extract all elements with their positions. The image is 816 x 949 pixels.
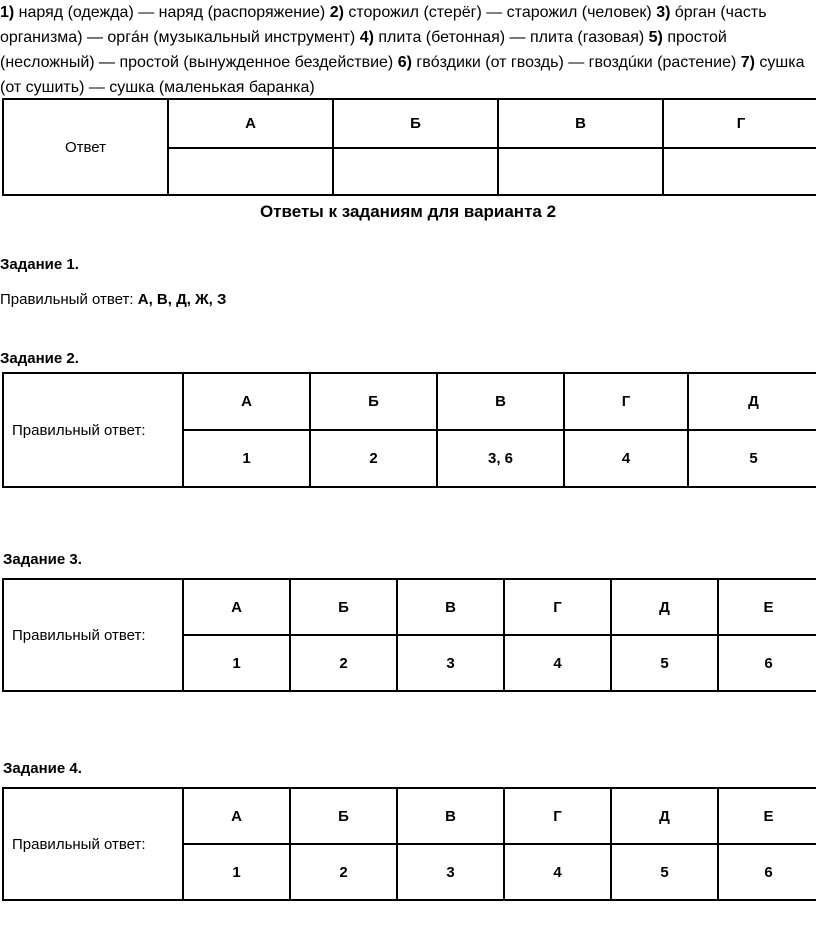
item-number: 4) [359,29,374,46]
column-header: Д [611,579,718,635]
column-header: Б [333,99,498,148]
column-header: Г [663,99,816,148]
answer-label: Правильный ответ: [3,788,183,900]
item-number: 6) [397,54,412,71]
section-heading: Ответы к заданиям для варианта 2 [259,202,557,221]
answer-label: Ответ [3,99,168,195]
task-4-table [2,787,816,901]
column-header: В [397,788,504,844]
column-header: В [437,373,564,430]
column-header: Д [611,788,718,844]
task-2-title: Задание 2. [0,350,79,367]
item-number: 3) [656,4,671,21]
answer-cell: 6 [718,844,816,900]
task-2-table [2,372,816,488]
answer-cell: 5 [611,844,718,900]
column-header: Д [688,373,816,430]
answer-cell: 3, 6 [437,430,564,487]
item-number: 2) [329,4,344,21]
answer-cell: 2 [310,430,437,487]
column-header: А [183,373,310,430]
item-text: плита (бетонная) — плита (газовая) [373,29,649,46]
column-header: Г [564,373,688,430]
item-text: сторожил (стерёг) — старожил (человек) [343,4,657,21]
column-header: Е [718,579,816,635]
item-number: 7) [740,54,755,71]
answer-cell: 6 [718,635,816,691]
item-number: 1) [0,4,15,21]
task-1-answer [0,291,226,308]
item-text: óрган (часть организма) — оргáн (музыкальный инструмент) [0,4,767,46]
answer-cell: 3 [397,635,504,691]
column-header: Г [504,788,611,844]
column-header: Б [290,579,397,635]
task-1-title: Задание 1. [0,256,79,273]
column-header: В [397,579,504,635]
item-text: сушка (от сушить) — сушка (маленькая баранка) [0,54,805,96]
answer-cell[interactable] [333,148,498,195]
column-header: Г [504,579,611,635]
item-number: 5) [648,29,663,46]
answer-cell[interactable] [498,148,663,195]
answer-cell: 5 [688,430,816,487]
column-header: В [498,99,663,148]
answer-cell: 4 [564,430,688,487]
answer-cell: 3 [397,844,504,900]
item-text: простой (несложный) — простой (вынужденное бездействие) [0,29,727,71]
column-header: Е [718,788,816,844]
column-header: А [183,579,290,635]
answer-label: Правильный ответ: [3,579,183,691]
task-3-title: Задание 3. [3,551,82,568]
column-header: Б [310,373,437,430]
item-text: наряд (одежда) — наряд (распоряжение) [14,4,330,21]
answer-cell: 1 [183,635,290,691]
task-3-table [2,578,816,692]
task-4-title: Задание 4. [3,760,82,777]
answer-cell: 1 [183,844,290,900]
answer-value: А, В, Д, Ж, З [137,291,227,308]
column-header: Б [290,788,397,844]
answer-table [2,98,816,196]
answer-cell: 2 [290,635,397,691]
answer-cell: 2 [290,844,397,900]
answer-label: Правильный ответ: [0,291,138,308]
item-text: гвóздики (от гвоздь) — гвоздúки (растение) [411,54,741,71]
answer-cell[interactable] [168,148,333,195]
answer-cell[interactable] [663,148,816,195]
column-header: А [183,788,290,844]
intro-paragraph [0,0,812,100]
column-header: А [168,99,333,148]
answer-cell: 4 [504,635,611,691]
answer-cell: 4 [504,844,611,900]
answer-label: Правильный ответ: [3,373,183,487]
answer-cell: 5 [611,635,718,691]
answer-cell: 1 [183,430,310,487]
